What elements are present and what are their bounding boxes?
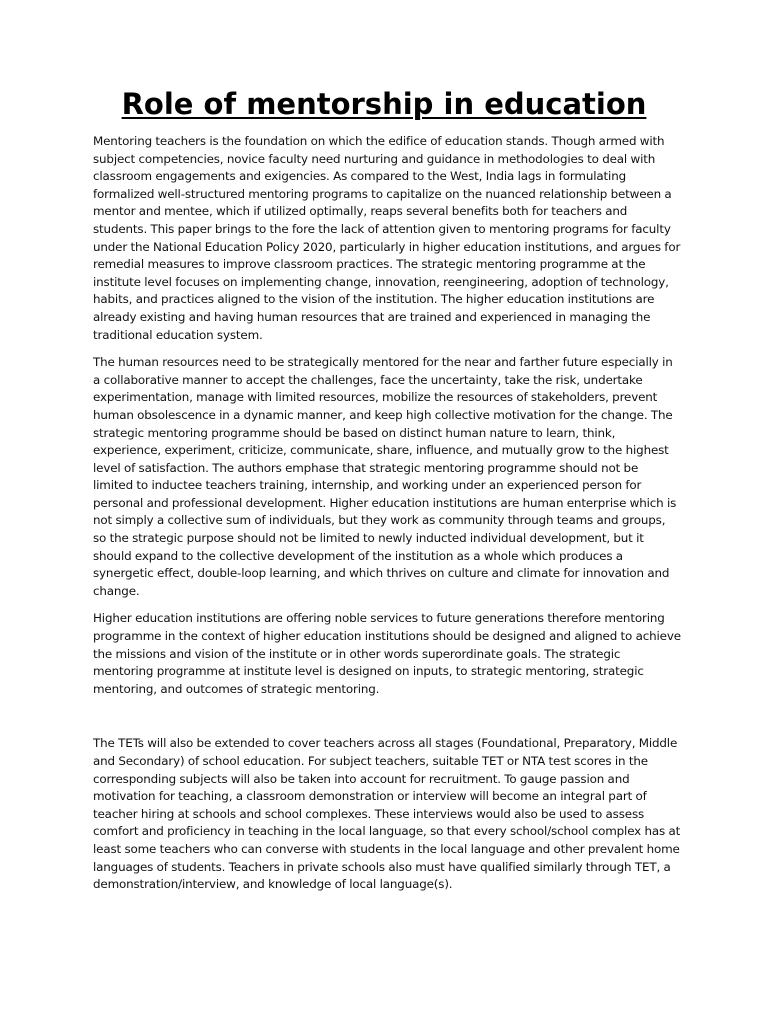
document-title: Role of mentorship in education <box>121 87 647 121</box>
paragraph-2: The human resources need to be strategically mentored for the near and farther future especially in a collaborative manner to accept the challenges, face the uncertainty, take the risk, undertake experimentation, manage with limited resources, mobilize the resources of stakeholders, prevent human obsolescence in a dynamic manner, and keep high collective motivation for the change. The strategic mentoring programme should be based on distinct human nature to learn, think, experience, experiment, criticize, communicate, share, influence, and mutually grow to the highest level of satisfaction. The authors emphase that strategic mentoring programme should not be limited to inductee teachers training, internship, and working under an experienced person for personal and professional development. Higher education institutions are human enterprise which is not simply a collective sum of individuals, but they work as community through teams and groups, so the strategic purpose should not be limited to newly inducted individual development, but it should expand to the collective development of the institution as a whole which produces a synergetic effect, double-loop learning, and which thrives on culture and climate for innovation and change. <box>93 355 677 598</box>
paragraph-4: The TETs will also be extended to cover teachers across all stages (Foundational, Preparatory, Middle and Secondary) of school education. For subject teachers, suitable TET or NTA test scores in the corresponding subjects will also be taken into account for recruitment. To gauge passion and motivation for teaching, a classroom demonstration or interview will become an integral part of teacher hiring at schools and school complexes. These interviews would also be used to assess comfort and proficiency in teaching in the local language, so that every school/school complex has at least some teachers who can converse with students in the local language and other prevalent home languages of students. Teachers in private schools also must have qualified similarly through TET, a demonstration/interview, and knowledge of local language(s). <box>93 736 681 892</box>
paragraph-1: Mentoring teachers is the foundation on which the edifice of education stands. Though armed with subject competencies, novice faculty need nurturing and guidance in methodologies to deal with classroom engagements and exigencies. As compared to the West, India lags in formulating formalized well-structured mentoring programs to capitalize on the nuanced relationship between a mentor and mentee, which if utilized optimally, reaps several benefits both for teachers and students. This paper brings to the fore the lack of attention given to mentoring programs for faculty under the National Education Policy 2020, particularly in higher education institutions, and argues for remedial measures to improve classroom practices. The strategic mentoring programme at the institute level focuses on implementing change, innovation, reengineering, adoption of technology, habits, and practices aligned to the vision of the institution. The higher education institutions are already existing and having human resources that are trained and experienced in managing the traditional education system. <box>93 134 681 342</box>
paragraph-3: Higher education institutions are offering noble services to future generations therefore mentoring programme in the context of higher education institutions should be designed and aligned to achieve the missions and vision of the institute or in other words superordinate goals. The strategic mentoring programme at institute level is designed on inputs, to strategic mentoring, strategic mentoring, and outcomes of strategic mentoring. <box>93 611 681 696</box>
document-body <box>93 133 681 894</box>
